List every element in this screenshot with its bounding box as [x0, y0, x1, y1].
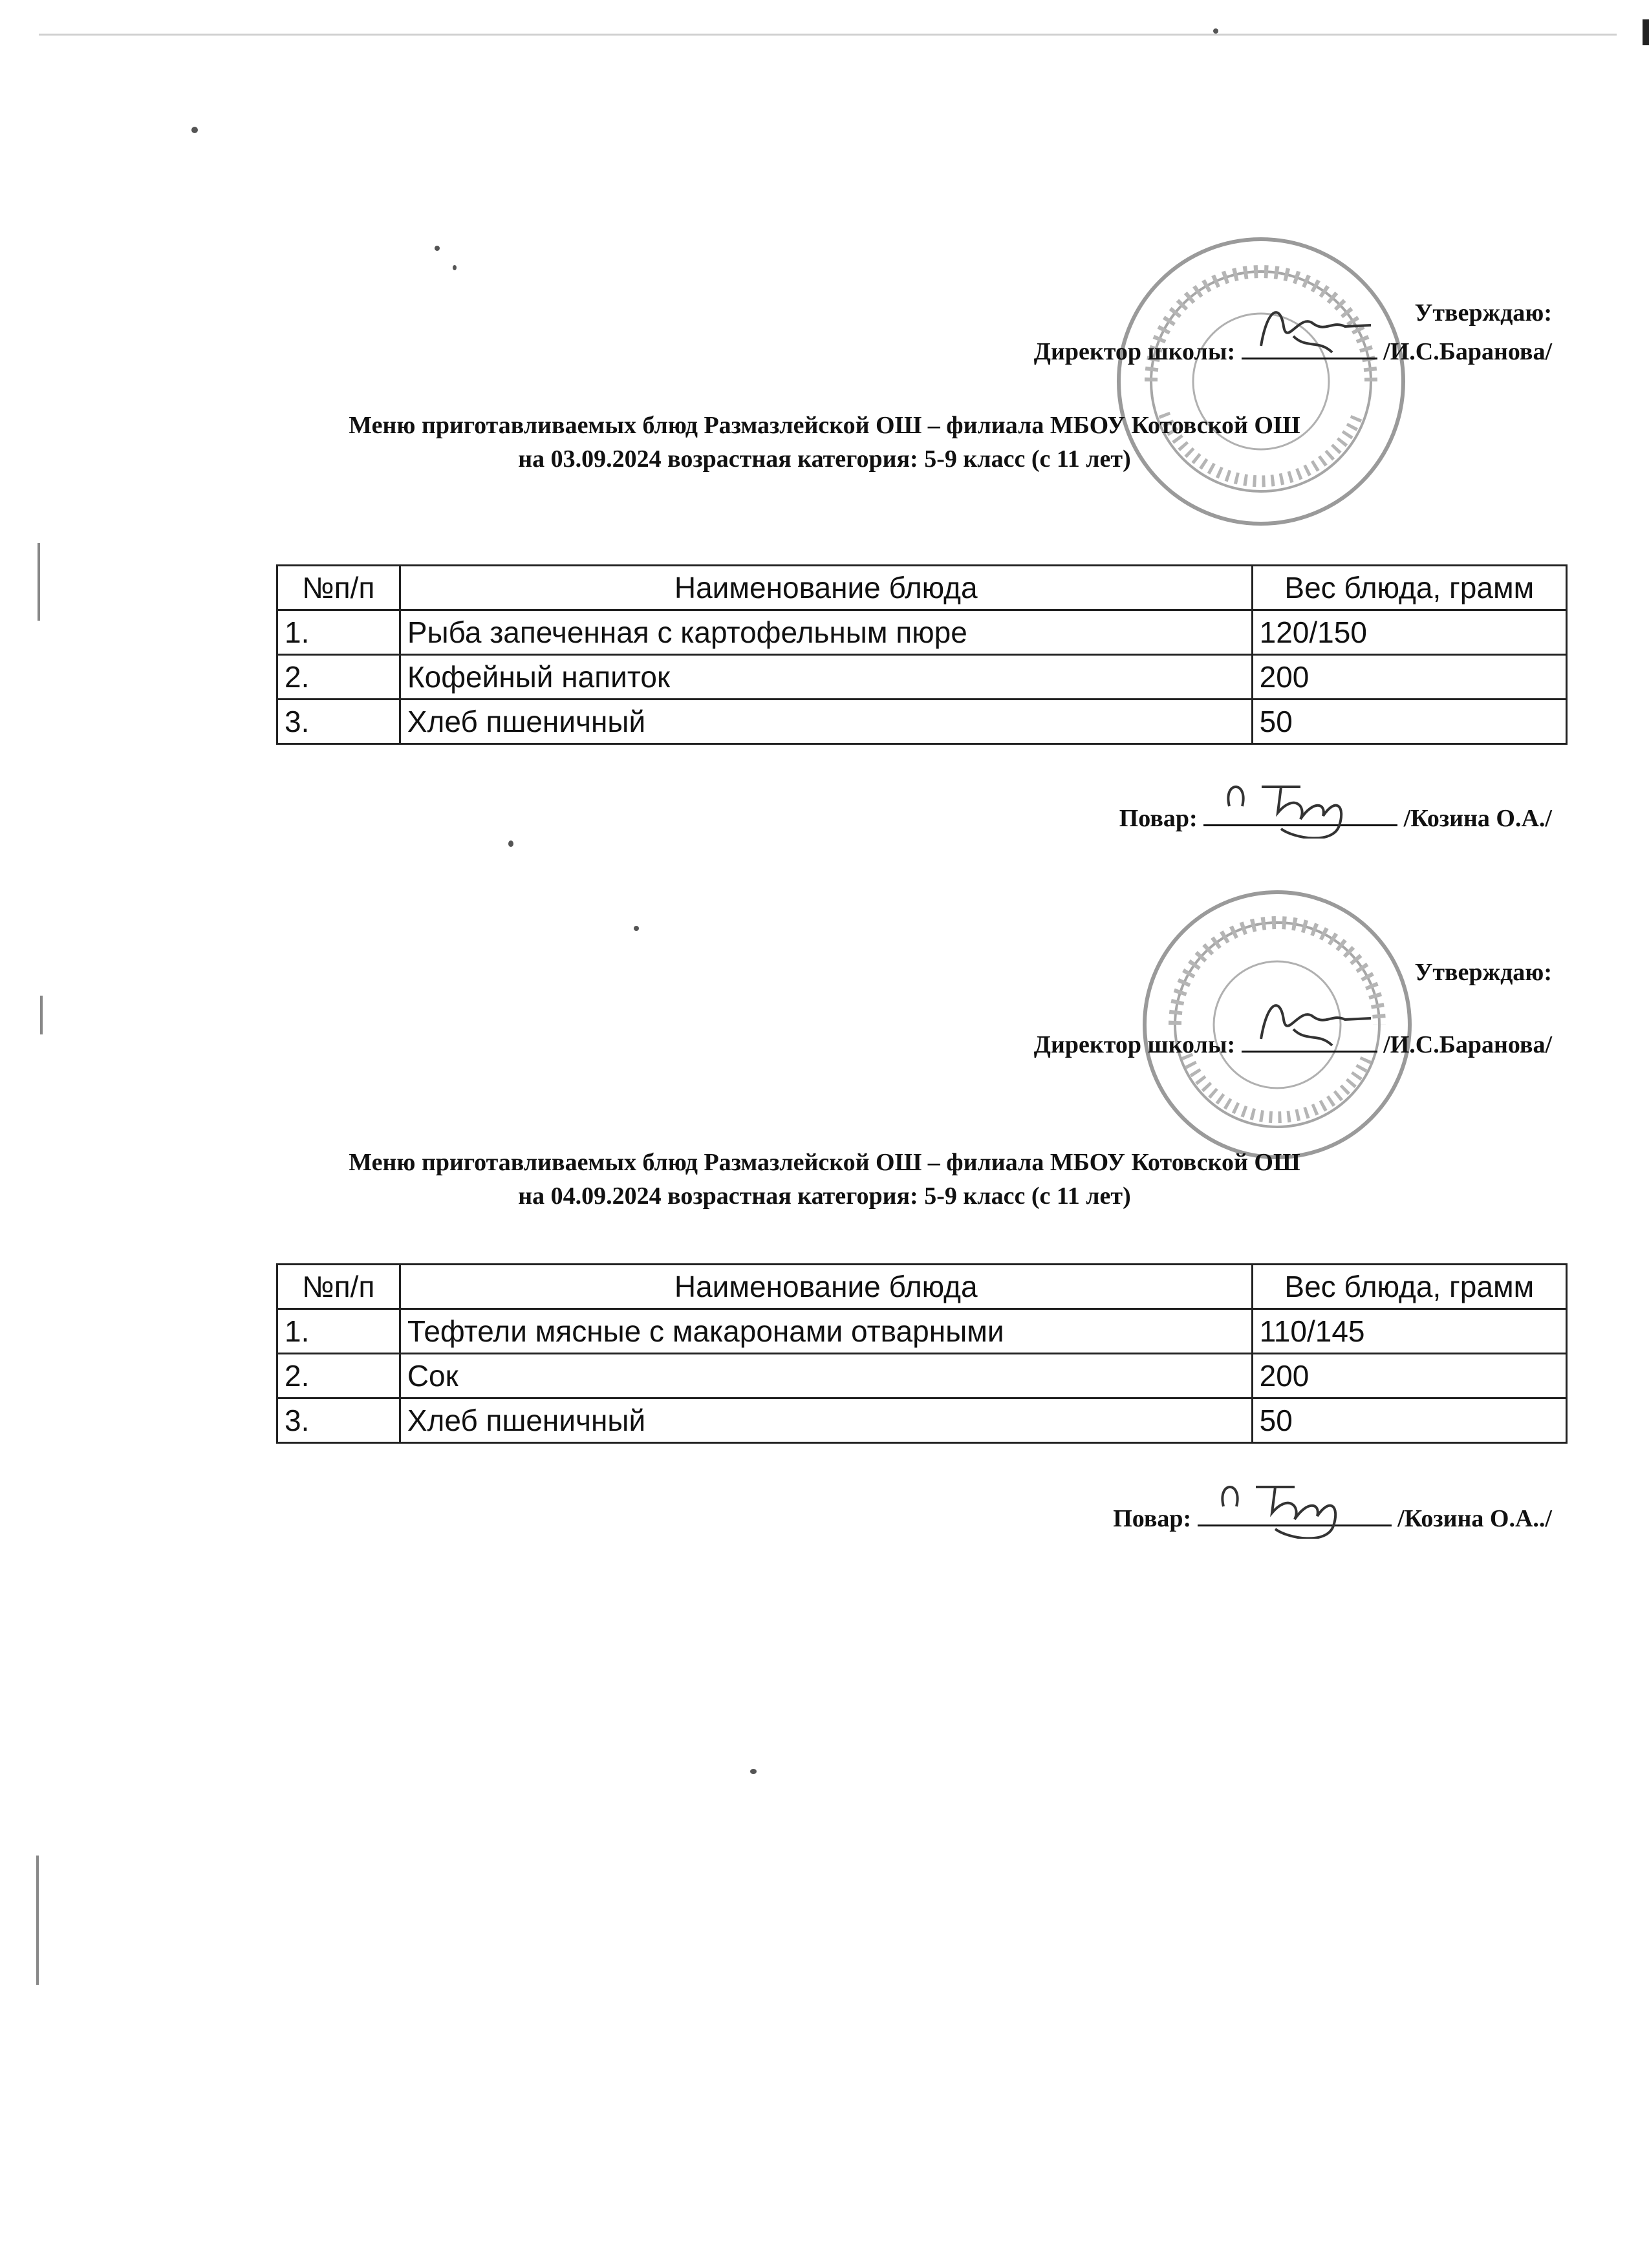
- approval-block: [1034, 294, 1552, 370]
- scan-margin-mark: [36, 1856, 39, 1985]
- cell-dish: Хлеб пшеничный: [400, 700, 1252, 744]
- table-header-row: [277, 566, 1567, 610]
- cell-number: 3.: [277, 1398, 400, 1443]
- cell-dish: Тефтели мясные с макаронами отварными: [400, 1309, 1252, 1354]
- menu-title: [0, 1146, 1649, 1213]
- cell-number: 2.: [277, 1354, 400, 1398]
- director-signature: [1242, 1025, 1377, 1053]
- header-number: №п/п: [277, 566, 400, 610]
- header-number: №п/п: [277, 1265, 400, 1309]
- menu-title: [0, 409, 1649, 476]
- cell-dish: Кофейный напиток: [400, 655, 1252, 700]
- cell-weight: 50: [1252, 1398, 1566, 1443]
- scan-speck: [435, 246, 440, 251]
- scan-speck: [453, 265, 457, 270]
- table-row: [277, 1398, 1567, 1443]
- scan-edge-line: [39, 34, 1617, 36]
- cook-signature-block: [1113, 1499, 1552, 1533]
- header-dish: Наименование блюда: [400, 566, 1252, 610]
- cell-weight: 110/145: [1252, 1309, 1566, 1354]
- menu-title-line2: на 04.09.2024 возрастная категория: 5-9 класс (с 11 лет): [518, 1182, 1131, 1210]
- cook-name: /Козина О.А./: [1403, 805, 1552, 832]
- table-row: [277, 610, 1567, 655]
- cell-weight: 200: [1252, 655, 1566, 700]
- table-row: [277, 1309, 1567, 1354]
- cell-dish: Сок: [400, 1354, 1252, 1398]
- approve-label: Утверждаю:: [1414, 959, 1552, 986]
- scan-speck: [750, 1769, 757, 1774]
- cell-weight: 50: [1252, 700, 1566, 744]
- cell-weight: 200: [1252, 1354, 1566, 1398]
- header-weight: Вес блюда, грамм: [1252, 1265, 1566, 1309]
- cook-signature: [1203, 798, 1397, 826]
- cook-signature-block: [1119, 798, 1552, 833]
- cell-number: 1.: [277, 610, 400, 655]
- header-dish: Наименование блюда: [400, 1265, 1252, 1309]
- cook-signature: [1198, 1499, 1392, 1526]
- scan-speck: [191, 127, 198, 133]
- director-label: Директор школы:: [1033, 1031, 1236, 1058]
- cell-number: 1.: [277, 1309, 400, 1354]
- header-weight: Вес блюда, грамм: [1252, 566, 1566, 610]
- director-label: Директор школы:: [1033, 338, 1236, 365]
- cell-number: 3.: [277, 700, 400, 744]
- approval-block: [1034, 954, 1552, 1064]
- director-signature: [1242, 332, 1377, 359]
- scan-speck: [634, 926, 639, 931]
- cook-label: Повар:: [1113, 1505, 1192, 1532]
- cook-label: Повар:: [1119, 805, 1198, 832]
- cell-weight: 120/150: [1252, 610, 1566, 655]
- table-row: [277, 700, 1567, 744]
- cell-number: 2.: [277, 655, 400, 700]
- menu-table: [276, 564, 1568, 745]
- scan-margin-mark: [38, 543, 40, 621]
- menu-title-line1: Меню приготавливаемых блюд Размазлейской ОШ – филиала МБОУ Котовской ОШ: [349, 1149, 1300, 1176]
- scan-speck: [1213, 28, 1218, 34]
- scan-edge-mark: [1643, 19, 1649, 45]
- table-row: [277, 655, 1567, 700]
- cell-dish: Рыба запеченная с картофельным пюре: [400, 610, 1252, 655]
- scan-speck: [508, 840, 513, 847]
- approve-label: Утверждаю:: [1414, 299, 1552, 326]
- table-header-row: [277, 1265, 1567, 1309]
- cook-name: /Козина О.А../: [1397, 1505, 1552, 1532]
- scan-margin-mark: [40, 996, 43, 1034]
- cell-dish: Хлеб пшеничный: [400, 1398, 1252, 1443]
- table-row: [277, 1354, 1567, 1398]
- menu-table: [276, 1263, 1568, 1444]
- menu-title-line2: на 03.09.2024 возрастная категория: 5-9 класс (с 11 лет): [518, 445, 1131, 473]
- director-name: /И.С.Баранова/: [1383, 338, 1552, 365]
- school-stamp-seal: [1112, 233, 1410, 533]
- menu-title-line1: Меню приготавливаемых блюд Размазлейской ОШ – филиала МБОУ Котовской ОШ: [349, 412, 1300, 439]
- director-name: /И.С.Баранова/: [1383, 1031, 1552, 1058]
